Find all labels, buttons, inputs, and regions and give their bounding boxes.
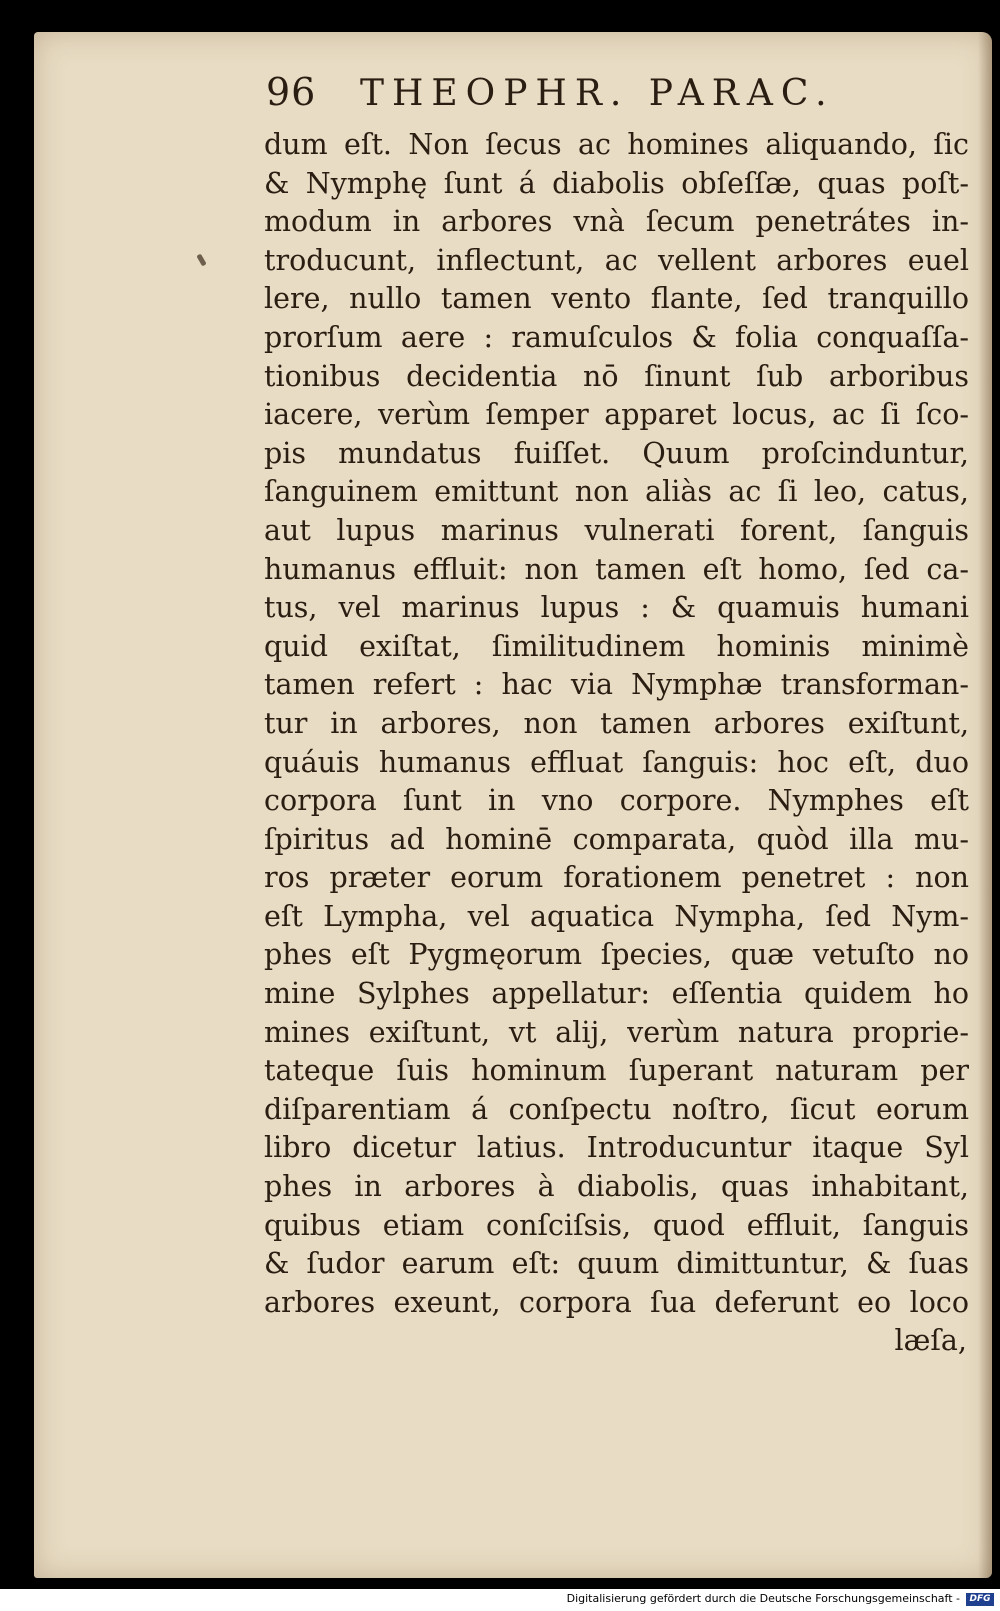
text-line: corpora ſunt in vno corpore. Nymphes eſt [264,784,969,818]
book-page [34,32,992,1578]
text-line: tateque ſuis hominum ſuperant naturam per [264,1054,969,1088]
text-line: arbores exeunt, corpora ſua deferunt eo loco [264,1285,969,1319]
text-line: eſt Lympha, vel aquatica Nympha, ſed Nym- [264,899,969,933]
text-line: tur in arbores, non tamen arbores exiſtunt, [264,706,969,740]
text-line: quibus etiam conſciſsis, quod effluit, ſanguis [264,1208,969,1242]
text-line: quid exiſtat, ſimilitudinem hominis minimè [264,629,969,663]
page-number: 96 [266,70,317,114]
text-line: mines exiſtunt, vt alij, verùm natura proprie- [264,1015,969,1049]
text-line: tus, vel marinus lupus : & quamuis humani [264,591,969,625]
text-line: quáuis humanus effluat ſanguis: hoc eſt, duo [264,745,969,779]
text-line: phes in arbores à diabolis, quas inhabitant, [264,1170,969,1204]
text-line: ros præter eorum forationem penetret : non [264,861,969,895]
text-line: phes eſt Pygmęorum ſpecies, quæ vetuſto no [264,938,969,972]
text-line: aut lupus marinus vulnerati forent, ſanguis [264,513,969,547]
footer-credit: Digitalisierung gefördert durch die Deutsche Forschungsgemeinschaft - [566,1592,960,1605]
text-line: prorſum aere : ramuſculos & folia conquaſſa- [264,320,969,354]
catchword: læſa, [894,1324,967,1358]
text-line: iacere, verùm ſemper apparet locus, ac ſi ſco- [264,398,969,432]
text-line: humanus effluit: non tamen eſt homo, ſed ca- [264,552,969,586]
ink-speck [196,254,206,267]
body-text [264,126,969,1361]
text-line: lere, nullo tamen vento flante, ſed tranquillo [264,282,969,316]
text-line: tionibus decidentia nō ſinunt ſub arboribus [264,359,969,393]
text-line: libro dicetur latius. Introducuntur itaque Syl [264,1131,969,1165]
text-line: pis mundatus fuiſſet. Quum proſcinduntur, [264,436,969,470]
text-line: dum eſt. Non ſecus ac homines aliquando, ſic [264,128,969,161]
text-line: mine Sylphes appellatur: eſſentia quidem ho [264,977,969,1011]
text-line: & ſudor earum eſt: quum dimittuntur, & ſuas [264,1247,969,1281]
text-line: ſanguinem emittunt non aliàs ac ſi leo, catus, [264,475,969,509]
running-head: THEOPHR. PARAC. [360,73,835,114]
dfg-logo-icon: DFG [966,1593,994,1606]
text-line: ſpiritus ad hominē comparata, quòd illa mu- [264,822,969,856]
text-line: & Nymphę ſunt á diabolis obſeſſæ, quas poſt- [264,166,969,200]
page-header [266,70,906,130]
text-line: modum in arbores vnà ſecum penetrátes in- [264,205,969,239]
text-line: troducunt, inflectunt, ac vellent arbores euel [264,243,969,277]
footer-bar [0,1589,1000,1611]
text-line: tamen refert : hac via Nymphæ transforman- [264,668,969,702]
page-edge [978,32,992,1578]
text-line: diſparentiam á conſpectu noſtro, ſicut eorum [264,1092,969,1126]
